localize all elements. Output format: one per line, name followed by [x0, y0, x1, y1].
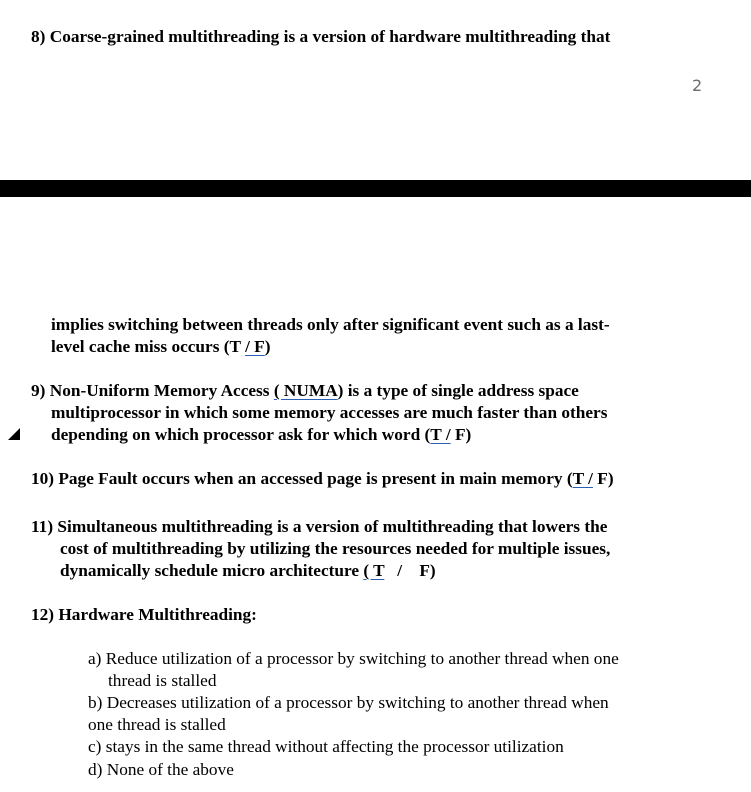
- q9-line-1-end: ) is a type of single address space: [337, 381, 579, 400]
- q11-answer-mark: ( T: [363, 561, 385, 580]
- q8-line-1: 8) Coarse-grained multithreading is a version of hardware multithreading that: [31, 27, 611, 46]
- q9-line-3: [51, 425, 471, 445]
- page-break-bar: [0, 180, 751, 197]
- q9-numa-underline: ( NUMA: [273, 381, 338, 400]
- q9-line-3-end: F): [450, 425, 472, 444]
- q9-line-1: [31, 381, 579, 401]
- q8-answer-mark: / F: [245, 337, 265, 356]
- q9-answer-mark: T /: [430, 425, 451, 444]
- q12-option-b-line-2: one thread is stalled: [88, 715, 226, 734]
- q12-option-a-line-1: a) Reduce utilization of a processor by switching to another thread when one: [88, 649, 619, 668]
- q8-line-3-end: ): [264, 337, 271, 356]
- q8-line-2: implies switching between threads only after significant event such as a last-: [51, 315, 610, 334]
- q12-option-a-line-2: thread is stalled: [108, 671, 217, 690]
- q9-line-1-text: 9) Non-Uniform Memory Access: [31, 381, 274, 400]
- q11-line-3: [60, 561, 436, 581]
- q11-line-3-end: / F): [384, 561, 436, 580]
- q10-answer-mark: T /: [572, 469, 593, 488]
- q12-title: 12) Hardware Multithreading:: [31, 605, 257, 624]
- q8-line-3: [51, 337, 271, 357]
- q10-text: 10) Page Fault occurs when an accessed page is present in main memory (: [31, 469, 573, 488]
- page-number: 2: [692, 76, 703, 95]
- q12-option-c: c) stays in the same thread without affecting the processor utilization: [88, 737, 564, 756]
- q12-option-b-line-1: b) Decreases utilization of a processor by switching to another thread when: [88, 693, 609, 712]
- collapse-triangle-icon[interactable]: [8, 428, 20, 440]
- q12-option-d: d) None of the above: [88, 760, 234, 779]
- q9-line-2: multiprocessor in which some memory accesses are much faster than others: [51, 403, 608, 422]
- q11-line-3-text: dynamically schedule micro architecture: [60, 561, 364, 580]
- q11-line-2: cost of multithreading by utilizing the resources needed for multiple issues,: [60, 539, 611, 558]
- q10-line: [31, 469, 614, 489]
- q8-line-3-text: level cache miss occurs (T: [51, 337, 246, 356]
- q10-end: F): [592, 469, 614, 488]
- q9-line-3-text: depending on which processor ask for which word (: [51, 425, 431, 444]
- q11-line-1: 11) Simultaneous multithreading is a version of multithreading that lowers the: [31, 517, 608, 536]
